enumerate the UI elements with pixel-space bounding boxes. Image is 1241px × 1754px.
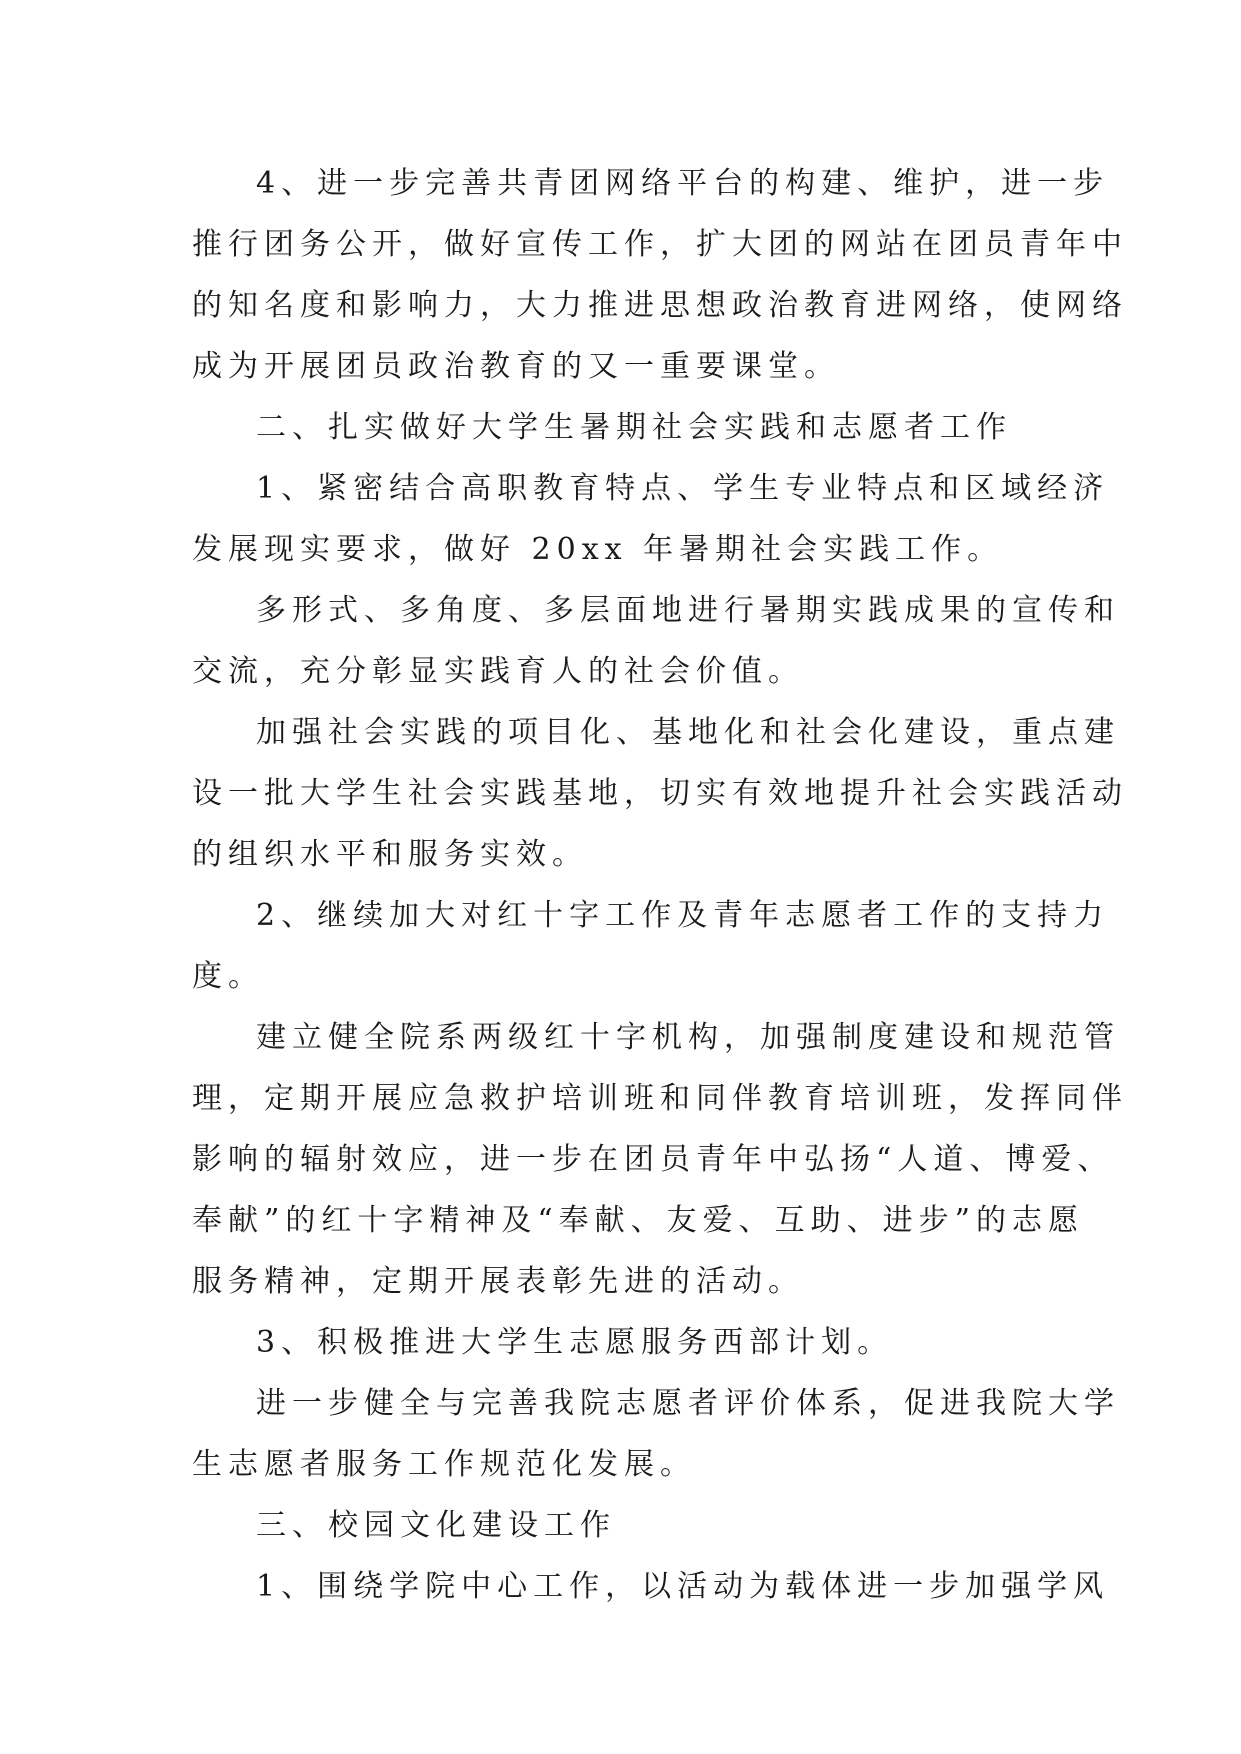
text-line: 影响的辐射效应，进一步在团员青年中弘扬“人道、博爱、 (192, 1142, 1114, 1177)
text-line: 1、围绕学院中心工作，以活动为载体进一步加强学风 (256, 1569, 1110, 1604)
text-line: 2、继续加大对红十字工作及青年志愿者工作的支持力 (256, 898, 1110, 933)
text-line: 成为开展团员政治教育的又一重要课堂。 (192, 349, 840, 384)
text-line: 3、积极推进大学生志愿服务西部计划。 (256, 1325, 894, 1360)
text-line: 发展现实要求，做好 20xx 年暑期社会实践工作。 (192, 532, 1004, 567)
text-line: 建立健全院系两级红十字机构，加强制度建设和规范管 (256, 1020, 1120, 1055)
text-line: 加强社会实践的项目化、基地化和社会化建设，重点建 (256, 715, 1120, 750)
text-line: 的组织水平和服务实效。 (192, 837, 588, 872)
text-line: 奉献”的红十字精神及“奉献、友爱、互助、进步”的志愿 (192, 1203, 1085, 1238)
text-line: 1、紧密结合高职教育特点、学生专业特点和区域经济 (256, 471, 1110, 506)
text-line: 服务精神，定期开展表彰先进的活动。 (192, 1264, 804, 1299)
text-line: 交流，充分彰显实践育人的社会价值。 (192, 654, 804, 689)
text-line: 设一批大学生社会实践基地，切实有效地提升社会实践活动 (192, 776, 1128, 811)
text-line: 度。 (192, 959, 264, 994)
section-heading: 二、扎实做好大学生暑期社会实践和志愿者工作 (256, 410, 1012, 445)
text-line: 生志愿者服务工作规范化发展。 (192, 1447, 696, 1482)
text-line: 多形式、多角度、多层面地进行暑期实践成果的宣传和 (256, 593, 1120, 628)
text-line: 理，定期开展应急救护培训班和同伴教育培训班，发挥同伴 (192, 1081, 1128, 1116)
document-body (192, 153, 1128, 1617)
text-line: 4、进一步完善共青团网络平台的构建、维护，进一步 (256, 166, 1110, 201)
section-heading: 三、校园文化建设工作 (256, 1508, 616, 1543)
text-line: 推行团务公开，做好宣传工作，扩大团的网站在团员青年中 (192, 227, 1128, 262)
text-line: 的知名度和影响力，大力推进思想政治教育进网络，使网络 (192, 288, 1128, 323)
text-line: 进一步健全与完善我院志愿者评价体系，促进我院大学 (256, 1386, 1120, 1421)
